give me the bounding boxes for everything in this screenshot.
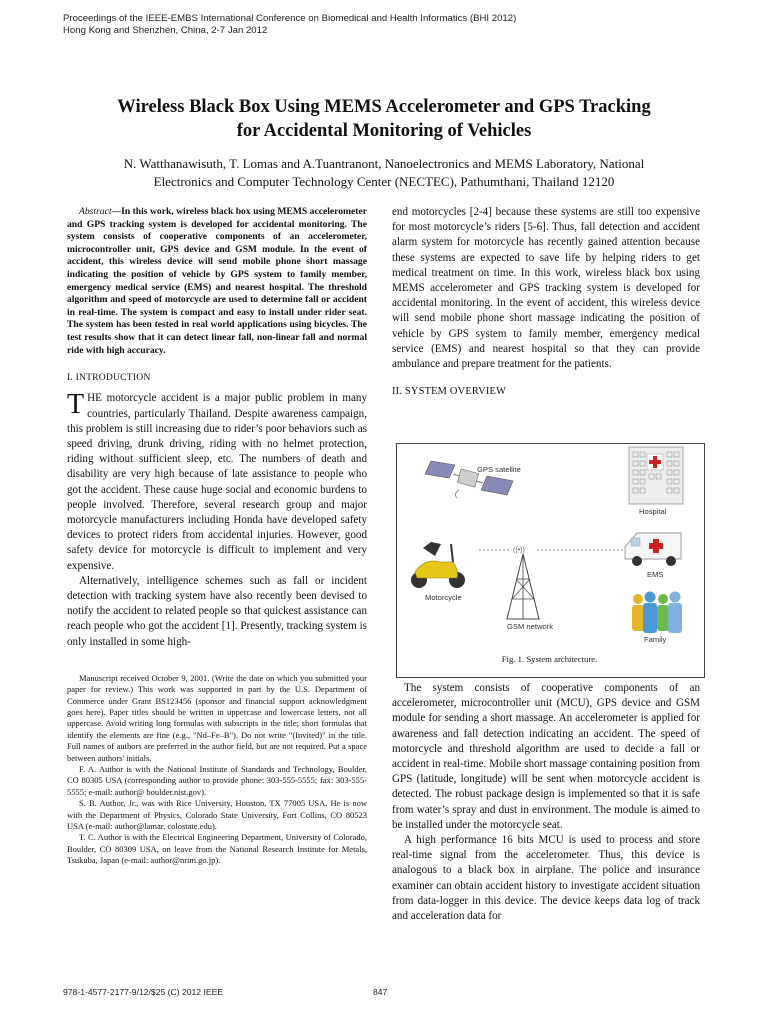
paper-title bbox=[20, 95, 748, 143]
motorcycle-label: Motorcycle bbox=[425, 593, 462, 602]
author-block bbox=[20, 155, 748, 191]
right-column-bottom bbox=[392, 681, 700, 924]
hospital-icon bbox=[629, 447, 683, 504]
ems-label: EMS bbox=[647, 570, 664, 579]
family-label: Family bbox=[644, 635, 667, 644]
intro-paragraph-1 bbox=[67, 391, 367, 573]
drop-cap: T bbox=[67, 389, 85, 421]
system-paragraph-2: A high performance 16 bits MCU is used to process and store real-time signal from the accelerometer. Thus, this device is analogous to a black box in airplane. The police and insurance examiner can obtain accident history to investigate accident situation from data-logger in this device. The device keeps data log of track and acceleration data for bbox=[392, 834, 700, 923]
footnote-author-2: S. B. Author, Jr., was with Rice University, Houston, TX 77005 USA. He is now with the Department of Physics, Colorado State University, Fort Collins, CO 80523 USA (e-mail: author@lamar. colostate.edu). bbox=[67, 798, 367, 832]
abstract bbox=[67, 206, 367, 357]
system-overview-heading: II. SYSTEM OVERVIEW bbox=[392, 386, 507, 398]
header-line-1: Proceedings of the IEEE-EMBS International Conference on Biomedical and Health Informatics (BHI 2012) bbox=[63, 13, 517, 24]
footnote-author-1: F. A. Author is with the National Institute of Standards and Technology, Boulder, CO 80305 USA (corresponding author to provide phone: 303-555-5555; fax: 303-555-5555; e-mail: author@ boulder.nist.gov). bbox=[67, 764, 367, 797]
isbn-footer: 978-1-4577-2177-9/12/$25 (C) 2012 IEEE bbox=[63, 987, 224, 997]
gps-satellite-label: GPS satellite bbox=[477, 465, 521, 474]
conference-header bbox=[63, 13, 516, 37]
intro-paragraph-1-text: HE motorcycle accident is a major public problem in many countries, particularly Thailand. Despite awareness campaign, this problem is still increasing due to rider’s poor behaviors such as speed driving, drunk driving, riding with no helmet protection, riding without sufficient sleep, etc. The numbers of death and disability are very high because of late assistance to people who got the accident. These cause huge social and economic burdens to people involved. Therefore, several research group and major motorcycle manufacturers including Honda have developed safety devices to protect riders from accidental injuries. However, good safety device for motorcycle is difficult to implement and very expensive. bbox=[67, 392, 367, 572]
page-number: 847 bbox=[373, 987, 388, 997]
introduction-heading: I. INTRODUCTION bbox=[67, 372, 151, 384]
title-line-1: Wireless Black Box Using MEMS Accelerometer and GPS Tracking bbox=[117, 97, 651, 117]
authors-line-1: N. Watthanawisuth, T. Lomas and A.Tuantranont, Nanoelectronics and MEMS Laboratory, National bbox=[123, 156, 645, 171]
family-icon bbox=[632, 592, 682, 634]
title-line-2: for Accidental Monitoring of Vehicles bbox=[236, 121, 532, 141]
system-paragraph-1: The system consists of cooperative components of an accelerometer, microcontroller unit (MCU), GPS device and GSM module for sending a short massage. An accelerometer is applied for awareness and fall detection indicating an accident. The speed of motorcycle and threshold algorithm are used to decide a fall or accident in real-time. Mobile short massage containing position from GPS (latitude, longitude) will be sent when motorcycle accident is detected. The robust package design is implemented so that it is safe from water’s spray and dust in environment. The module is aimed to be installed under the motorcycle seat. bbox=[392, 682, 700, 831]
left-column bbox=[67, 206, 367, 867]
intro-paragraph-2: Alternatively, intelligence schemes such as fall or incident detection with tracking system have also recently been devised to notify the accident to related people so that quickest assistance can reach people who got the accident [1]. Presently, tracking system is only installed in some high- bbox=[67, 574, 367, 648]
figure-caption: Fig. 1. System architecture. bbox=[501, 654, 598, 664]
abstract-lead: Abstract bbox=[79, 206, 112, 217]
motorcycle-icon bbox=[411, 542, 465, 588]
svg-text:((•)): ((•)) bbox=[513, 547, 525, 554]
footnote-author-3: T. C. Author is with the Electrical Engineering Department, University of Colorado, Boulder, CO 80309 USA, on leave from the National Research Institute for Metals, Tsukuba, Japan (e-mail: author@nrim.go.jp). bbox=[67, 832, 367, 866]
gsm-network-label: GSM network bbox=[507, 622, 553, 631]
hospital-label: Hospital bbox=[639, 507, 667, 516]
footnote-manuscript: Manuscript received October 9, 2001. (Write the date on which you submitted your paper for review.) This work was supported in part by the U.S. Department of Commerce under Grant BS123456 (sponsor and financial support acknowledgment goes here). Paper titles should be written in uppercase and lowercase letters, not all uppercase. Avoid writing long formulas with subscripts in the title; short formulas that identify the elements are fine (e.g., "Nd–Fe–B"). Do not write "(Invited)" in the title. Full names of authors are preferred in the author field, but are not required. Put a space between authors' initials. bbox=[67, 672, 367, 763]
system-architecture-figure bbox=[396, 443, 705, 678]
footnotes bbox=[67, 673, 367, 867]
ambulance-icon bbox=[625, 533, 681, 566]
abstract-text: —In this work, wireless black box using MEMS accelerometer and GPS tracking system is developed for accidental monitoring. The system consists of cooperative components of an accelerometer, microcontroller unit, GPS device and GSM module. In the event of accident, this wireless device will send mobile phone short massage indicating the position of vehicle by GPS system to family member, emergency medical service (EMS) and nearest hospital. The threshold algorithm and speed of motorcycle are used to determine fall or accident in real-time. The system is compact and easy to install under rider seat. The system has been tested in real world applications using bicycles. The test results show that it can detect linear fall, non-linear fall and normal ride with high accuracy. bbox=[67, 206, 367, 356]
intro-continued-paragraph: end motorcycles [2-4] because these systems are still too expensive for most motorcycle’s riders [5-6]. Thus, fall detection and accident alarm system for motorcycle has recently gained attention because these systems are expected to save life by helping riders to get medical treatment on time. In this work, wireless black box using MEMS accelerometer and GPS tracking system is developed for accidental monitoring. In the event of accident, this wireless device will send mobile phone short massage indicating the position of vehicle by GPS system to family member, emergency medical service (EMS) and nearest hospital so that they can provide ambulance and prepare treatment for the patients. bbox=[392, 206, 700, 371]
authors-line-2: Electronics and Computer Technology Center (NECTEC), Pathumthani, Thailand 12120 bbox=[153, 174, 615, 189]
gsm-tower-icon bbox=[507, 547, 539, 619]
right-column-top bbox=[392, 205, 700, 399]
header-line-2: Hong Kong and Shenzhen, China, 2-7 Jan 2012 bbox=[63, 25, 268, 36]
